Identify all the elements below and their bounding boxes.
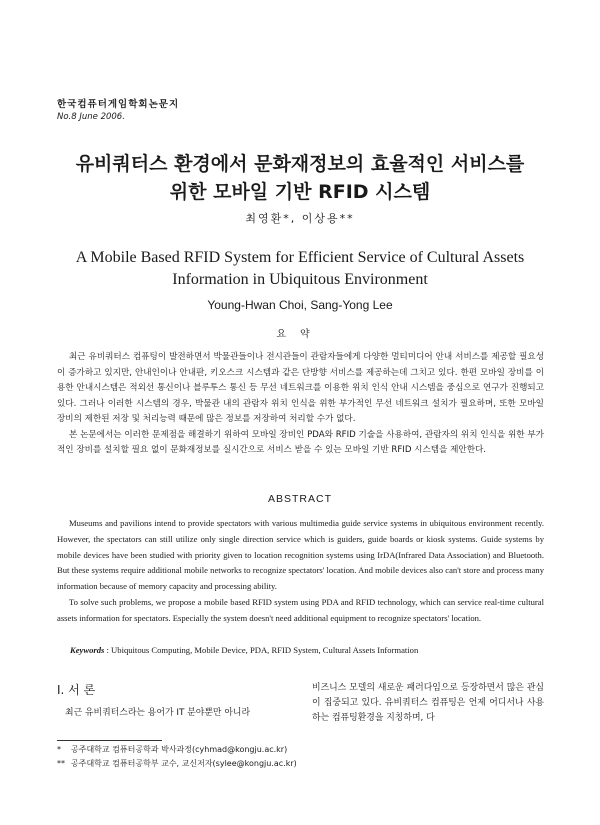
authors-korean: 최영환*, 이상용** bbox=[245, 212, 355, 225]
journal-issue: No.8 June 2006. bbox=[57, 112, 125, 122]
abstract-ko-heading: 요약 bbox=[276, 329, 324, 340]
authors-english: Young-Hwan Choi, Sang-Yong Lee bbox=[207, 298, 393, 312]
journal-name: 한국컴퓨터게임학회논문지 bbox=[57, 99, 180, 110]
abstract-korean bbox=[57, 350, 544, 459]
footnote-1-text: 공주대학교 컴퓨터공학과 박사과정(cyhmad@kongju.ac.kr) bbox=[71, 745, 288, 754]
section-heading-introduction: Ⅰ. 서 론 bbox=[57, 683, 96, 697]
abstract-ko-paragraph-1: 최근 유비쿼터스 컴퓨팅이 발전하면서 박물관들이나 전시관들이 관람자들에게 다양한 멀티미디어 안내 서비스를 제공할 필요성이 증가하고 있지만, 안내인이나 안내판, 키오스크 시스템과 같은 단방향 서비스를 제공하는데 그치고 있다. 한편 모바일 장비를 이용한 안내시스템은 적외선 통신이나 블루투스 통신 등 무선 네트워크를 이용한 위치 인식 안내 시스템을 중심으로 연구가 진행되고 있다. 그러나 이러한 시스템의 경우, 박물관 내의 관람자 위치 인식을 위한 부가적인 무선 네트워크 설치가 필요하며, 또한 모바일 장비의 제한된 저장 및 처리능력 때문에 많은 정보를 저장하여 처리할 수가 없다. bbox=[57, 352, 544, 424]
footnote-1-mark: * bbox=[57, 745, 61, 754]
footnote-divider bbox=[57, 740, 162, 741]
footnote-2-text: 공주대학교 컴퓨터공학부 교수, 교신저자(sylee@kongju.ac.kr) bbox=[71, 759, 297, 768]
footnote-2-mark: ** bbox=[57, 759, 65, 768]
intro-text-right: 비즈니스 모델의 새로운 패러다임으로 등장하면서 많은 관심이 집중되고 있다. 유비쿼터스 컴퓨팅은 언제 어디서나 사용하는 컴퓨팅환경을 지칭하며, 다 bbox=[312, 683, 544, 723]
abstract-english bbox=[57, 516, 544, 627]
keywords bbox=[70, 645, 550, 655]
paper-title-korean bbox=[0, 150, 600, 206]
title-ko-line1: 유비쿼터스 환경에서 문화재정보의 효율적인 서비스를 bbox=[75, 153, 525, 175]
body-column-right bbox=[312, 681, 544, 726]
keywords-label: Keywords bbox=[70, 645, 105, 655]
footnotes bbox=[57, 743, 297, 771]
title-en-line2: Information in Ubiquitous Environment bbox=[172, 271, 428, 288]
abstract-ko-paragraph-2: 본 논문에서는 이러한 문제점을 해결하기 위하여 모바일 장비인 PDA와 RFID 기술을 사용하여, 관람자의 위치 인식을 위한 부가적인 장비를 설치할 필요 없이 문화재정보를 실시간으로 서비스 받을 수 있는 모바일 기반 RFID 시스템을 제안한다. bbox=[57, 429, 544, 455]
keywords-text: : Ubiquitous Computing, Mobile Device, PDA, RFID System, Cultural Assets Information bbox=[104, 645, 419, 655]
footnote-1 bbox=[57, 743, 297, 757]
title-en-line1: A Mobile Based RFID System for Efficient Service of Cultural Assets bbox=[75, 249, 525, 266]
abstract-en-paragraph-1: Museums and pavilions intend to provide spectators with various multimedia guide service systems in ubiquitous environment recently. However, the spectators can still utilize only single direction service which is guiders, guide boards or kiosk systems. Guide systems by mobile devices have been studied with priority given to location recognition systems using IrDA(Infrared Data Association) and Bluetooth. But these systems require additional mobile networks to recognize spectators' location. And mobile devices also can't store and process many information because of memory capacity and processing ability. bbox=[57, 518, 544, 592]
intro-text-left: 최근 유비쿼터스라는 용어가 IT 분야뿐만 아니라 bbox=[65, 708, 251, 718]
body-column-left bbox=[57, 681, 283, 721]
footnote-2 bbox=[57, 757, 297, 771]
title-ko-line2: 위한 모바일 기반 RFID 시스템 bbox=[169, 181, 431, 203]
abstract-en-heading: ABSTRACT bbox=[267, 493, 332, 505]
abstract-en-paragraph-2: To solve such problems, we propose a mobile based RFID system using PDA and RFID technology, which can service real-time cultural assets information for spectators. Especially the system doesn't need additional equipment to recognize spectators' location. bbox=[57, 596, 544, 623]
journal-header bbox=[57, 96, 179, 122]
paper-title-english bbox=[0, 247, 600, 291]
